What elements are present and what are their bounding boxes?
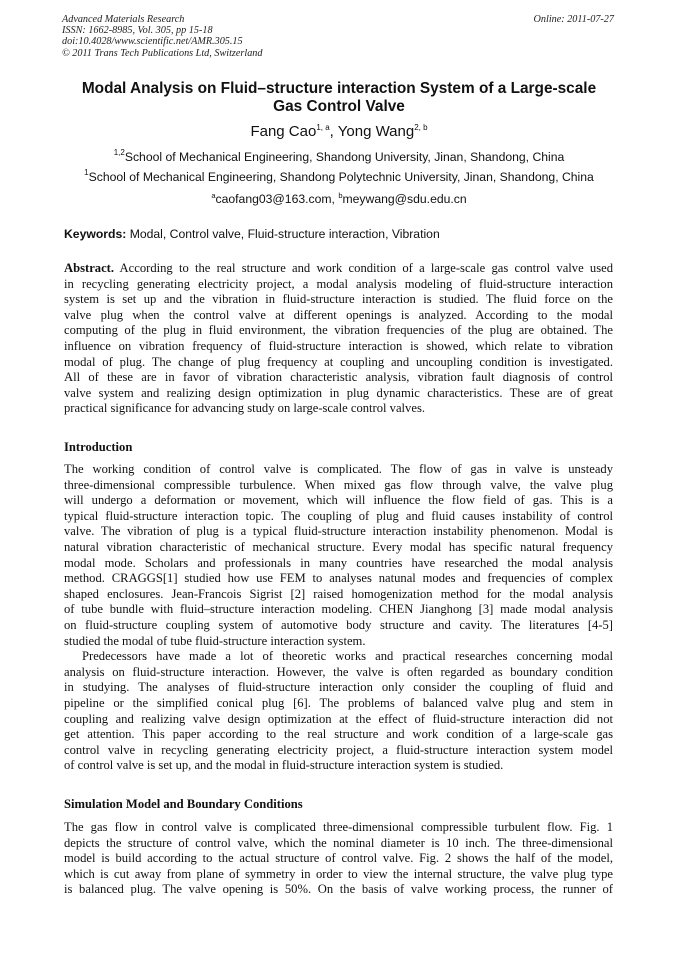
intro-line: will undergo a deformation or movement, which will influence the flow field of gas. This is a	[64, 493, 613, 508]
affiliation-1-superscript: 1,2	[113, 148, 125, 157]
online-date: Online: 2011-07-27	[533, 14, 614, 25]
email-a[interactable]: caofang03@163.com,	[215, 192, 339, 206]
email-a-superscript: a	[211, 191, 216, 200]
author-emails	[40, 192, 638, 208]
intro-line: three-dimensional compressible turbulence. When mixed gas flow through valve, the valve plug	[64, 477, 613, 492]
introduction-body	[64, 462, 613, 774]
affiliation-1-text: School of Mechanical Engineering, Shandong University, Jinan, Shandong, China	[124, 150, 565, 164]
intro-line: control valve in recycling generating electricity project, a fluid-structure interaction system model	[64, 742, 613, 757]
affiliation-2-superscript: 1	[84, 168, 89, 177]
intro-line: Predecessors have made a lot of theoretic works and practical researches concerning modal	[82, 649, 613, 664]
abstract-line: practical significance for advancing study on large-scale control valves.	[64, 401, 425, 416]
keywords-label: Keywords:	[64, 227, 127, 241]
intro-line: studied the modal of tube fluid-structure interaction system.	[64, 633, 366, 648]
simulation-line: is balanced plug. The valve opening is 50%. On the basis of valve working process, the runner of	[64, 882, 613, 897]
author-1-superscript: 1, a	[316, 123, 330, 132]
intro-line: in studying. The analyses of fluid-structure interaction only consider the coupling of fluid and	[64, 680, 613, 695]
author-separator: ,	[329, 123, 338, 140]
intro-line: on fluid-structure coupling system of automotive body structure and cavity. The literatures [4-5]	[64, 617, 613, 632]
introduction-heading: Introduction	[64, 440, 133, 454]
journal-name: Advanced Materials Research	[62, 14, 185, 25]
title-line-2: Gas Control Valve	[273, 98, 405, 115]
affiliation-1	[40, 150, 638, 166]
email-b-superscript: b	[338, 191, 343, 200]
abstract-line: All of these are in favor of vibration characteristic analysis, vibration fault diagnosis of control	[64, 370, 613, 385]
intro-line: get attention. This paper according to the real structure and work condition of a large-scale gas	[64, 727, 613, 742]
copyright-line: © 2011 Trans Tech Publications Ltd, Switzerland	[62, 47, 263, 59]
intro-line: shaped enclosures. Jean-Francois Sigrist [2] raised homogenization method for the modal analysis	[64, 586, 613, 601]
intro-line: natural vibration characteristic of mechanical structure. Every modal has specific natural frequency	[64, 539, 613, 554]
title-line-1: Modal Analysis on Fluid–structure interaction System of a Large-scale	[81, 80, 597, 97]
simulation-line: The gas flow in control valve is complicated three-dimensional compressible turbulent flow. Fig. 1	[64, 820, 613, 834]
simulation-line: model is build according to the actual structure of control valve. Fig. 2 shows the half of the model,	[64, 851, 613, 866]
simulation-line: depicts the structure of control valve, which the nominal diameter is 10 inch. The three-dimensional	[64, 835, 613, 850]
paper-title	[64, 80, 614, 116]
intro-line: The working condition of control valve is complicated. The flow of gas in valve is unsteady	[64, 462, 613, 476]
intro-line: pipeline or the simplified conical plug [6]. The problems of balanced valve plug and stem in	[64, 695, 613, 710]
email-b[interactable]: meywang@sdu.edu.cn	[342, 192, 467, 206]
abstract-line: modal of plug. The change of plug frequency at coupling and uncoupling condition is investigated.	[64, 354, 613, 369]
author-list	[64, 123, 614, 143]
abstract-line: system is set up and the vibration in fluid-structure interaction is studied. The fluid force on the	[64, 292, 613, 307]
affiliation-2-text: School of Mechanical Engineering, Shandong Polytechnic University, Jinan, Shandong, China	[88, 170, 594, 184]
journal-header	[62, 14, 262, 59]
intro-line: valve. The vibration of plug is a typical fluid-structure interaction instability phenomenon. Modal is	[64, 524, 613, 539]
abstract-line: Abstract. According to the real structure and work condition of a large-scale gas control valve used	[64, 261, 613, 275]
keywords	[64, 227, 614, 241]
issn-line: ISSN: 1662-8985, Vol. 305, pp 15-18	[62, 25, 213, 37]
abstract	[64, 261, 613, 417]
abstract-line: valve system and realizing design optimization in plug dynamic characteristics. These are of great	[64, 385, 613, 400]
abstract-label: Abstract.	[64, 261, 115, 275]
author-2-superscript: 2, b	[414, 123, 428, 132]
author-2: Yong Wang	[337, 123, 415, 140]
intro-line: typical fluid-structure interaction topic. The coupling of plug and fluid causes instability of control	[64, 508, 613, 523]
abstract-line: valve plug when the control valve at different openings is analyzed. According to the modal	[64, 307, 613, 322]
author-1: Fang Cao	[250, 123, 317, 140]
intro-line: method. CRAGGS[1] studied how use FEM to analyses natunal modes and frequencies of complex	[64, 571, 613, 586]
intro-line: of tube bundle with fluid–structure interaction modeling. CHEN Jianghong [3] made modal analysis	[64, 602, 613, 617]
abstract-line: influence on vibration frequency of fluid-structure interaction is showed, which relate to vibration	[64, 338, 613, 353]
keywords-text: Modal, Control valve, Fluid-structure interaction, Vibration	[126, 227, 440, 241]
affiliation-2	[40, 170, 638, 186]
simulation-body	[64, 820, 613, 898]
simulation-heading: Simulation Model and Boundary Conditions	[64, 797, 303, 811]
intro-line: modal mode. Scholars and professionals in many countries have researched the modal analysis	[64, 555, 613, 570]
intro-line: coupling and realizing valve design optimization at the effect of fluid-structure interaction did not	[64, 711, 613, 726]
intro-line: of control valve is set up, and the modal in fluid-structure interaction system is studied.	[64, 758, 504, 773]
abstract-line: in recycling generating electricity project, a modal analysis modeling of fluid-structure interaction	[64, 276, 613, 291]
doi-line: doi:10.4028/www.scientific.net/AMR.305.15	[62, 36, 243, 48]
simulation-line: which is cut away from plane of symmetry in order to view the internal structure, the valve plug type	[64, 866, 613, 881]
abstract-line: computing of the plug in fluid environment, the vibration frequencies of the plug are obtained. The	[64, 323, 613, 338]
intro-line: analysis on fluid-structure interaction. However, the valve is often regarded as boundary condition	[64, 664, 613, 679]
